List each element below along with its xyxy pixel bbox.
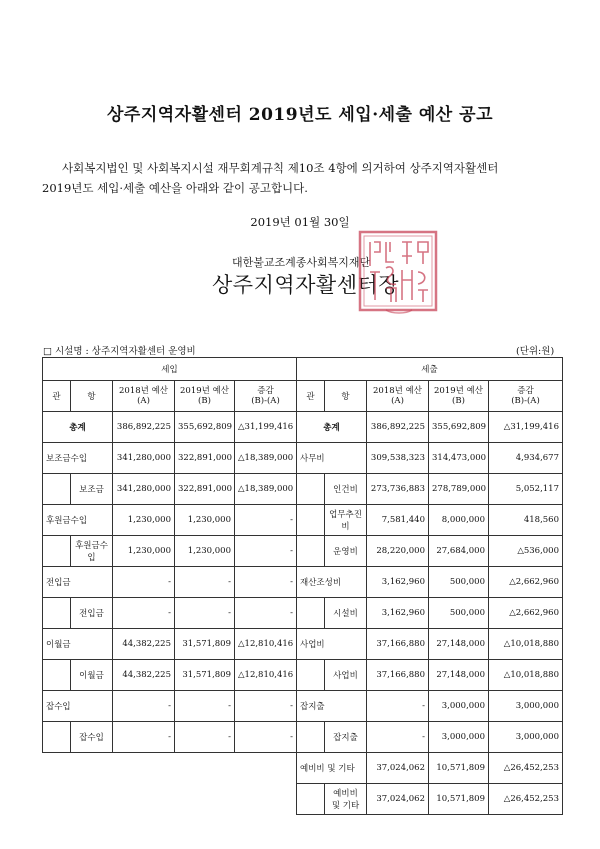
official-seal-stamp xyxy=(356,228,440,318)
income-hang-cell: 보조금 xyxy=(71,474,113,505)
expense-hang-cell: 인건비 xyxy=(325,474,367,505)
amount-2018: - xyxy=(113,567,175,598)
col-hang: 항 xyxy=(71,381,113,412)
amount-2019: 8,000,000 xyxy=(429,505,489,536)
amount-diff: - xyxy=(235,567,297,598)
amount-2018: - xyxy=(367,691,429,722)
amount-diff: 3,000,000 xyxy=(489,722,563,753)
income-gwan-cell: 전입금 xyxy=(43,567,113,598)
amount-diff: △31,199,416 xyxy=(235,412,297,443)
amount-2018: 37,166,880 xyxy=(367,629,429,660)
table-row xyxy=(43,753,563,784)
foundation-name: 대한불교조계종사회복지재단 xyxy=(232,256,371,269)
amount-2019: 10,571,809 xyxy=(429,784,489,815)
amount-diff: △10,018,880 xyxy=(489,629,563,660)
amount-2019: 500,000 xyxy=(429,567,489,598)
col-2019: 2019년 예산 (B) xyxy=(175,381,235,412)
amount-diff: △2,662,960 xyxy=(489,567,563,598)
body-line-2: 2019년도 세입·세출 예산을 아래와 같이 공고합니다. xyxy=(42,181,308,195)
empty-cell xyxy=(235,753,297,784)
amount-2018: - xyxy=(113,598,175,629)
amount-2019: 27,684,000 xyxy=(429,536,489,567)
amount-diff: 418,560 xyxy=(489,505,563,536)
expense-gwan-cell: 재산조성비 xyxy=(297,567,367,598)
amount-2019: 3,000,000 xyxy=(429,722,489,753)
empty-cell xyxy=(43,784,71,815)
indent-cell xyxy=(297,598,325,629)
indent-cell xyxy=(297,784,325,815)
amount-2018: 7,581,440 xyxy=(367,505,429,536)
income-gwan-cell: 후원금수입 xyxy=(43,505,113,536)
amount-diff: - xyxy=(235,691,297,722)
table-row xyxy=(43,567,563,598)
amount-2018: - xyxy=(113,691,175,722)
indent-cell xyxy=(297,722,325,753)
indent-cell xyxy=(43,722,71,753)
income-section-header: 세입 xyxy=(43,358,297,381)
amount-2018: 28,220,000 xyxy=(367,536,429,567)
amount-2019: - xyxy=(175,691,235,722)
indent-cell xyxy=(297,474,325,505)
empty-cell xyxy=(43,753,71,784)
income-gwan-cell: 이월금 xyxy=(43,629,113,660)
amount-diff: - xyxy=(235,505,297,536)
amount-2019: 355,692,809 xyxy=(175,412,235,443)
amount-2019: 31,571,809 xyxy=(175,660,235,691)
amount-2018: 37,024,062 xyxy=(367,753,429,784)
empty-cell xyxy=(175,753,235,784)
amount-2018: 341,280,000 xyxy=(113,474,175,505)
expense-hang-cell: 예비비 및 기타 xyxy=(325,784,367,815)
amount-diff: △26,452,253 xyxy=(489,753,563,784)
column-header-row xyxy=(43,381,563,412)
table-row xyxy=(43,691,563,722)
expense-hang-cell: 사업비 xyxy=(325,660,367,691)
income-gwan-cell: 잡수입 xyxy=(43,691,113,722)
budget-table xyxy=(42,357,563,815)
amount-2019: - xyxy=(175,598,235,629)
income-hang-cell: 전입금 xyxy=(71,598,113,629)
amount-2019: 322,891,000 xyxy=(175,474,235,505)
col-diff: 증감 (B)-(A) xyxy=(489,381,563,412)
amount-2018: - xyxy=(113,722,175,753)
amount-2019: 355,692,809 xyxy=(429,412,489,443)
income-hang-cell: 잡수입 xyxy=(71,722,113,753)
amount-2018: 341,280,000 xyxy=(113,443,175,474)
amount-2018: 44,382,225 xyxy=(113,629,175,660)
table-row xyxy=(43,660,563,691)
col-2018: 2018년 예산 (A) xyxy=(367,381,429,412)
empty-cell xyxy=(71,784,113,815)
table-row xyxy=(43,629,563,660)
center-director-name: 상주지역자활센터장 xyxy=(212,273,400,297)
amount-2018: 386,892,225 xyxy=(367,412,429,443)
amount-diff: 4,934,677 xyxy=(489,443,563,474)
amount-diff: - xyxy=(235,722,297,753)
expense-hang-cell: 잡지출 xyxy=(325,722,367,753)
amount-2019: 1,230,000 xyxy=(175,536,235,567)
amount-2018: 1,230,000 xyxy=(113,505,175,536)
amount-2019: - xyxy=(175,567,235,598)
col-2018: 2018년 예산 (A) xyxy=(113,381,175,412)
indent-cell xyxy=(43,536,71,567)
expense-hang-cell: 업무추진비 xyxy=(325,505,367,536)
expense-gwan-cell: 사무비 xyxy=(297,443,367,474)
table-row xyxy=(43,443,563,474)
amount-2019: 10,571,809 xyxy=(429,753,489,784)
amount-diff: - xyxy=(235,536,297,567)
col-gwan: 관 xyxy=(43,381,71,412)
amount-2018: 3,162,960 xyxy=(367,567,429,598)
indent-cell xyxy=(43,660,71,691)
amount-2019: 27,148,000 xyxy=(429,660,489,691)
body-line-1: 사회복지법인 및 사회복지시설 재무회계규칙 제10조 4항에 의거하여 상주지역자활센터 xyxy=(62,161,499,175)
section-header-row xyxy=(43,358,563,381)
amount-2019: 314,473,000 xyxy=(429,443,489,474)
income-hang-cell: 후원금수입 xyxy=(71,536,113,567)
amount-diff: △10,018,880 xyxy=(489,660,563,691)
amount-diff: △18,389,000 xyxy=(235,474,297,505)
table-row xyxy=(43,536,563,567)
expense-hang-cell: 운영비 xyxy=(325,536,367,567)
expense-section-header: 세출 xyxy=(297,358,563,381)
empty-cell xyxy=(113,753,175,784)
empty-cell xyxy=(175,784,235,815)
amount-2018: 37,166,880 xyxy=(367,660,429,691)
document-title: 상주지역자활센터 2019년도 세입·세출 예산 공고 xyxy=(106,105,493,125)
amount-2018: - xyxy=(367,722,429,753)
amount-2019: 278,789,000 xyxy=(429,474,489,505)
income-gwan-cell: 총계 xyxy=(43,412,113,443)
amount-2019: 3,000,000 xyxy=(429,691,489,722)
amount-diff: 5,052,117 xyxy=(489,474,563,505)
indent-cell xyxy=(43,598,71,629)
amount-2018: 309,538,323 xyxy=(367,443,429,474)
amount-diff: - xyxy=(235,598,297,629)
amount-2018: 386,892,225 xyxy=(113,412,175,443)
amount-2019: - xyxy=(175,722,235,753)
empty-cell xyxy=(71,753,113,784)
amount-2019: 31,571,809 xyxy=(175,629,235,660)
amount-diff: △12,810,416 xyxy=(235,660,297,691)
table-row xyxy=(43,722,563,753)
indent-cell xyxy=(43,474,71,505)
expense-gwan-cell: 사업비 xyxy=(297,629,367,660)
expense-gwan-cell: 잡지출 xyxy=(297,691,367,722)
amount-2018: 44,382,225 xyxy=(113,660,175,691)
amount-diff: △536,000 xyxy=(489,536,563,567)
facility-label: □ 시설명 : 상주지역자활센터 운영비 xyxy=(43,346,196,357)
expense-hang-cell: 시설비 xyxy=(325,598,367,629)
announcement-body xyxy=(42,158,562,198)
amount-diff: 3,000,000 xyxy=(489,691,563,722)
income-gwan-cell: 보조금수입 xyxy=(43,443,113,474)
amount-2018: 3,162,960 xyxy=(367,598,429,629)
table-row xyxy=(43,598,563,629)
unit-label: (단위:원) xyxy=(516,346,555,357)
expense-gwan-cell: 총계 xyxy=(297,412,367,443)
income-hang-cell: 이월금 xyxy=(71,660,113,691)
amount-2019: 500,000 xyxy=(429,598,489,629)
amount-diff: △12,810,416 xyxy=(235,629,297,660)
indent-cell xyxy=(297,660,325,691)
col-diff: 증감 (B)-(A) xyxy=(235,381,297,412)
indent-cell xyxy=(297,505,325,536)
empty-cell xyxy=(113,784,175,815)
amount-2019: 322,891,000 xyxy=(175,443,235,474)
amount-2019: 1,230,000 xyxy=(175,505,235,536)
col-hang: 항 xyxy=(325,381,367,412)
table-row xyxy=(43,505,563,536)
col-gwan: 관 xyxy=(297,381,325,412)
amount-diff: △2,662,960 xyxy=(489,598,563,629)
indent-cell xyxy=(297,536,325,567)
amount-2019: 27,148,000 xyxy=(429,629,489,660)
amount-2018: 37,024,062 xyxy=(367,784,429,815)
table-row xyxy=(43,784,563,815)
amount-diff: △31,199,416 xyxy=(489,412,563,443)
amount-2018: 273,736,883 xyxy=(367,474,429,505)
expense-gwan-cell: 예비비 및 기타 xyxy=(297,753,367,784)
announcement-date: 2019년 01월 30일 xyxy=(250,215,350,229)
table-row xyxy=(43,474,563,505)
col-2019: 2019년 예산 (B) xyxy=(429,381,489,412)
empty-cell xyxy=(235,784,297,815)
amount-2018: 1,230,000 xyxy=(113,536,175,567)
table-row xyxy=(43,412,563,443)
amount-diff: △26,452,253 xyxy=(489,784,563,815)
amount-diff: △18,389,000 xyxy=(235,443,297,474)
